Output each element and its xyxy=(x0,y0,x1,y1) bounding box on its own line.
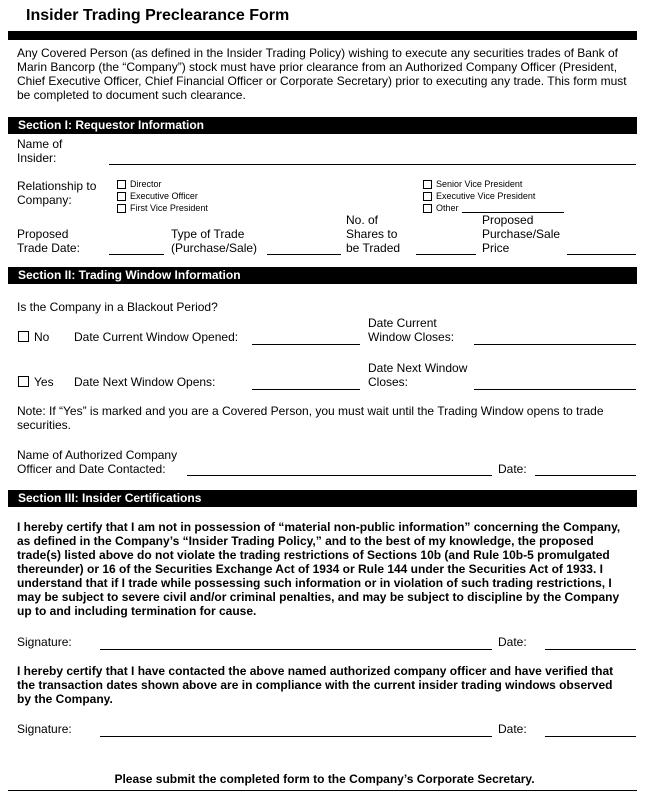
shares-label-line3: be Traded xyxy=(346,241,401,255)
officer-date-label: Date: xyxy=(498,462,527,476)
name-field[interactable] xyxy=(109,164,636,165)
no-label: No xyxy=(34,330,50,344)
price-label-line3: Price xyxy=(482,241,510,255)
option-senior-vice-president: Senior Vice President xyxy=(436,179,523,189)
trade-type-field[interactable] xyxy=(267,254,341,255)
title-rule xyxy=(8,31,637,40)
current-window-closes-field[interactable] xyxy=(474,344,636,345)
footer-rule xyxy=(8,790,637,791)
price-label-line1: Proposed xyxy=(482,213,534,227)
authorized-officer-label xyxy=(17,448,177,476)
current-window-opened-label: Date Current Window Opened: xyxy=(74,330,239,344)
footer-note: Please submit the completed form to the Company’s Corporate Secretary. xyxy=(114,772,535,786)
option-executive-officer: Executive Officer xyxy=(130,191,198,201)
relationship-label xyxy=(17,179,96,207)
signature-field-1[interactable] xyxy=(100,649,492,650)
relationship-label-line1: Relationship to xyxy=(17,179,97,193)
shares-label xyxy=(346,213,400,255)
option-director: Director xyxy=(130,179,162,189)
trade-date-label-line2: Trade Date: xyxy=(17,241,80,255)
trade-type-label xyxy=(171,227,257,255)
checkbox-first-vice-president[interactable] xyxy=(117,204,126,213)
checkbox-no[interactable] xyxy=(18,331,29,342)
price-label xyxy=(482,213,560,255)
next-window-closes-field[interactable] xyxy=(474,389,636,390)
section-2-header xyxy=(8,267,637,284)
authorized-officer-line2: Officer and Date Contacted: xyxy=(17,462,166,476)
intro-text: Any Covered Person (as defined in the Insider Trading Policy) wishing to execute any securities trades of Bank of Marin Bancorp (the “Company”) stock must have prior clearance from an Authorized Company Officer (President, Chief Executive Officer, Chief Financial Officer or Corporate Secretary) prior to executing any trade. This form must be completed to document such clearance. xyxy=(17,46,627,102)
relationship-label-line2: Company: xyxy=(17,193,72,207)
authorized-officer-field[interactable] xyxy=(187,475,492,476)
date-field-1[interactable] xyxy=(545,649,636,650)
trade-date-field[interactable] xyxy=(109,254,164,255)
current-window-opened-field[interactable] xyxy=(252,344,360,345)
date-label-1: Date: xyxy=(498,635,527,649)
blackout-question: Is the Company in a Blackout Period? xyxy=(17,300,218,314)
name-label-line1: Name of xyxy=(17,137,63,151)
shares-field[interactable] xyxy=(416,254,476,255)
section-3-header xyxy=(8,490,637,507)
checkbox-yes[interactable] xyxy=(18,376,29,387)
name-label xyxy=(17,137,62,165)
authorized-officer-line1: Name of Authorized Company xyxy=(17,448,178,462)
date-label-2: Date: xyxy=(498,722,527,736)
certification-1: I hereby certify that I am not in possession of “material non-public information” concerning the Company, as defined in the Company’s “Insider Trading Policy,” and to the best of my knowledge, the proposed trade(s) listed above do not violate the trading restrictions of Sections 10b (and Rule 10b-5 promulgated thereunder) or 16 of the Securities Exchange Act of 1934 or Rule 144 under the Securities Act of 1933. I understand that if I trade while possessing such information or in violation of such trading restrictions, I may be subject to severe civil and/or criminal penalties, and may be subject to discipline by the Company up to and including termination for cause. xyxy=(17,520,621,618)
officer-date-field[interactable] xyxy=(535,475,636,476)
section-3-title: Section III: Insider Certifications xyxy=(18,491,202,505)
section-1-title: Section I: Requestor Information xyxy=(18,118,205,132)
checkbox-executive-officer[interactable] xyxy=(117,192,126,201)
name-label-line2: Insider: xyxy=(17,151,57,165)
checkbox-other[interactable] xyxy=(423,204,432,213)
next-window-closes-line1: Date Next Window xyxy=(368,361,468,375)
next-window-opens-field[interactable] xyxy=(252,389,360,390)
section-1-header xyxy=(8,117,637,134)
signature-label-2: Signature: xyxy=(17,722,72,736)
shares-label-line1: No. of xyxy=(346,213,379,227)
trade-date-label xyxy=(17,227,80,255)
next-window-opens-label: Date Next Window Opens: xyxy=(74,375,216,389)
shares-label-line2: Shares to xyxy=(346,227,398,241)
next-window-closes-label xyxy=(368,361,467,389)
current-window-closes-line1: Date Current xyxy=(368,316,437,330)
option-other: Other xyxy=(436,203,459,213)
blackout-note: Note: If “Yes” is marked and you are a Covered Person, you must wait until the Trading Window opens to trade securities. xyxy=(17,404,604,432)
yes-label: Yes xyxy=(34,375,54,389)
current-window-closes-label xyxy=(368,316,454,344)
next-window-closes-line2: Closes: xyxy=(368,375,409,389)
date-field-2[interactable] xyxy=(545,736,636,737)
option-first-vice-president: First Vice President xyxy=(130,203,208,213)
price-field[interactable] xyxy=(567,254,636,255)
trade-type-label-line1: Type of Trade xyxy=(171,227,245,241)
form-title: Insider Trading Preclearance Form xyxy=(26,7,290,24)
signature-field-2[interactable] xyxy=(100,736,492,737)
option-executive-vice-president: Executive Vice President xyxy=(436,191,536,201)
trade-date-label-line1: Proposed xyxy=(17,227,69,241)
checkbox-executive-vice-president[interactable] xyxy=(423,192,432,201)
checkbox-senior-vice-president[interactable] xyxy=(423,180,432,189)
checkbox-director[interactable] xyxy=(117,180,126,189)
current-window-closes-line2: Window Closes: xyxy=(368,330,455,344)
trade-type-label-line2: (Purchase/Sale) xyxy=(171,241,258,255)
signature-label-1: Signature: xyxy=(17,635,72,649)
certification-2: I hereby certify that I have contacted the above named authorized company officer and have verified that the transaction dates shown above are in compliance with the current insider trading windows observed by the Company. xyxy=(17,664,614,706)
price-label-line2: Purchase/Sale xyxy=(482,227,561,241)
section-2-title: Section II: Trading Window Information xyxy=(18,268,241,282)
